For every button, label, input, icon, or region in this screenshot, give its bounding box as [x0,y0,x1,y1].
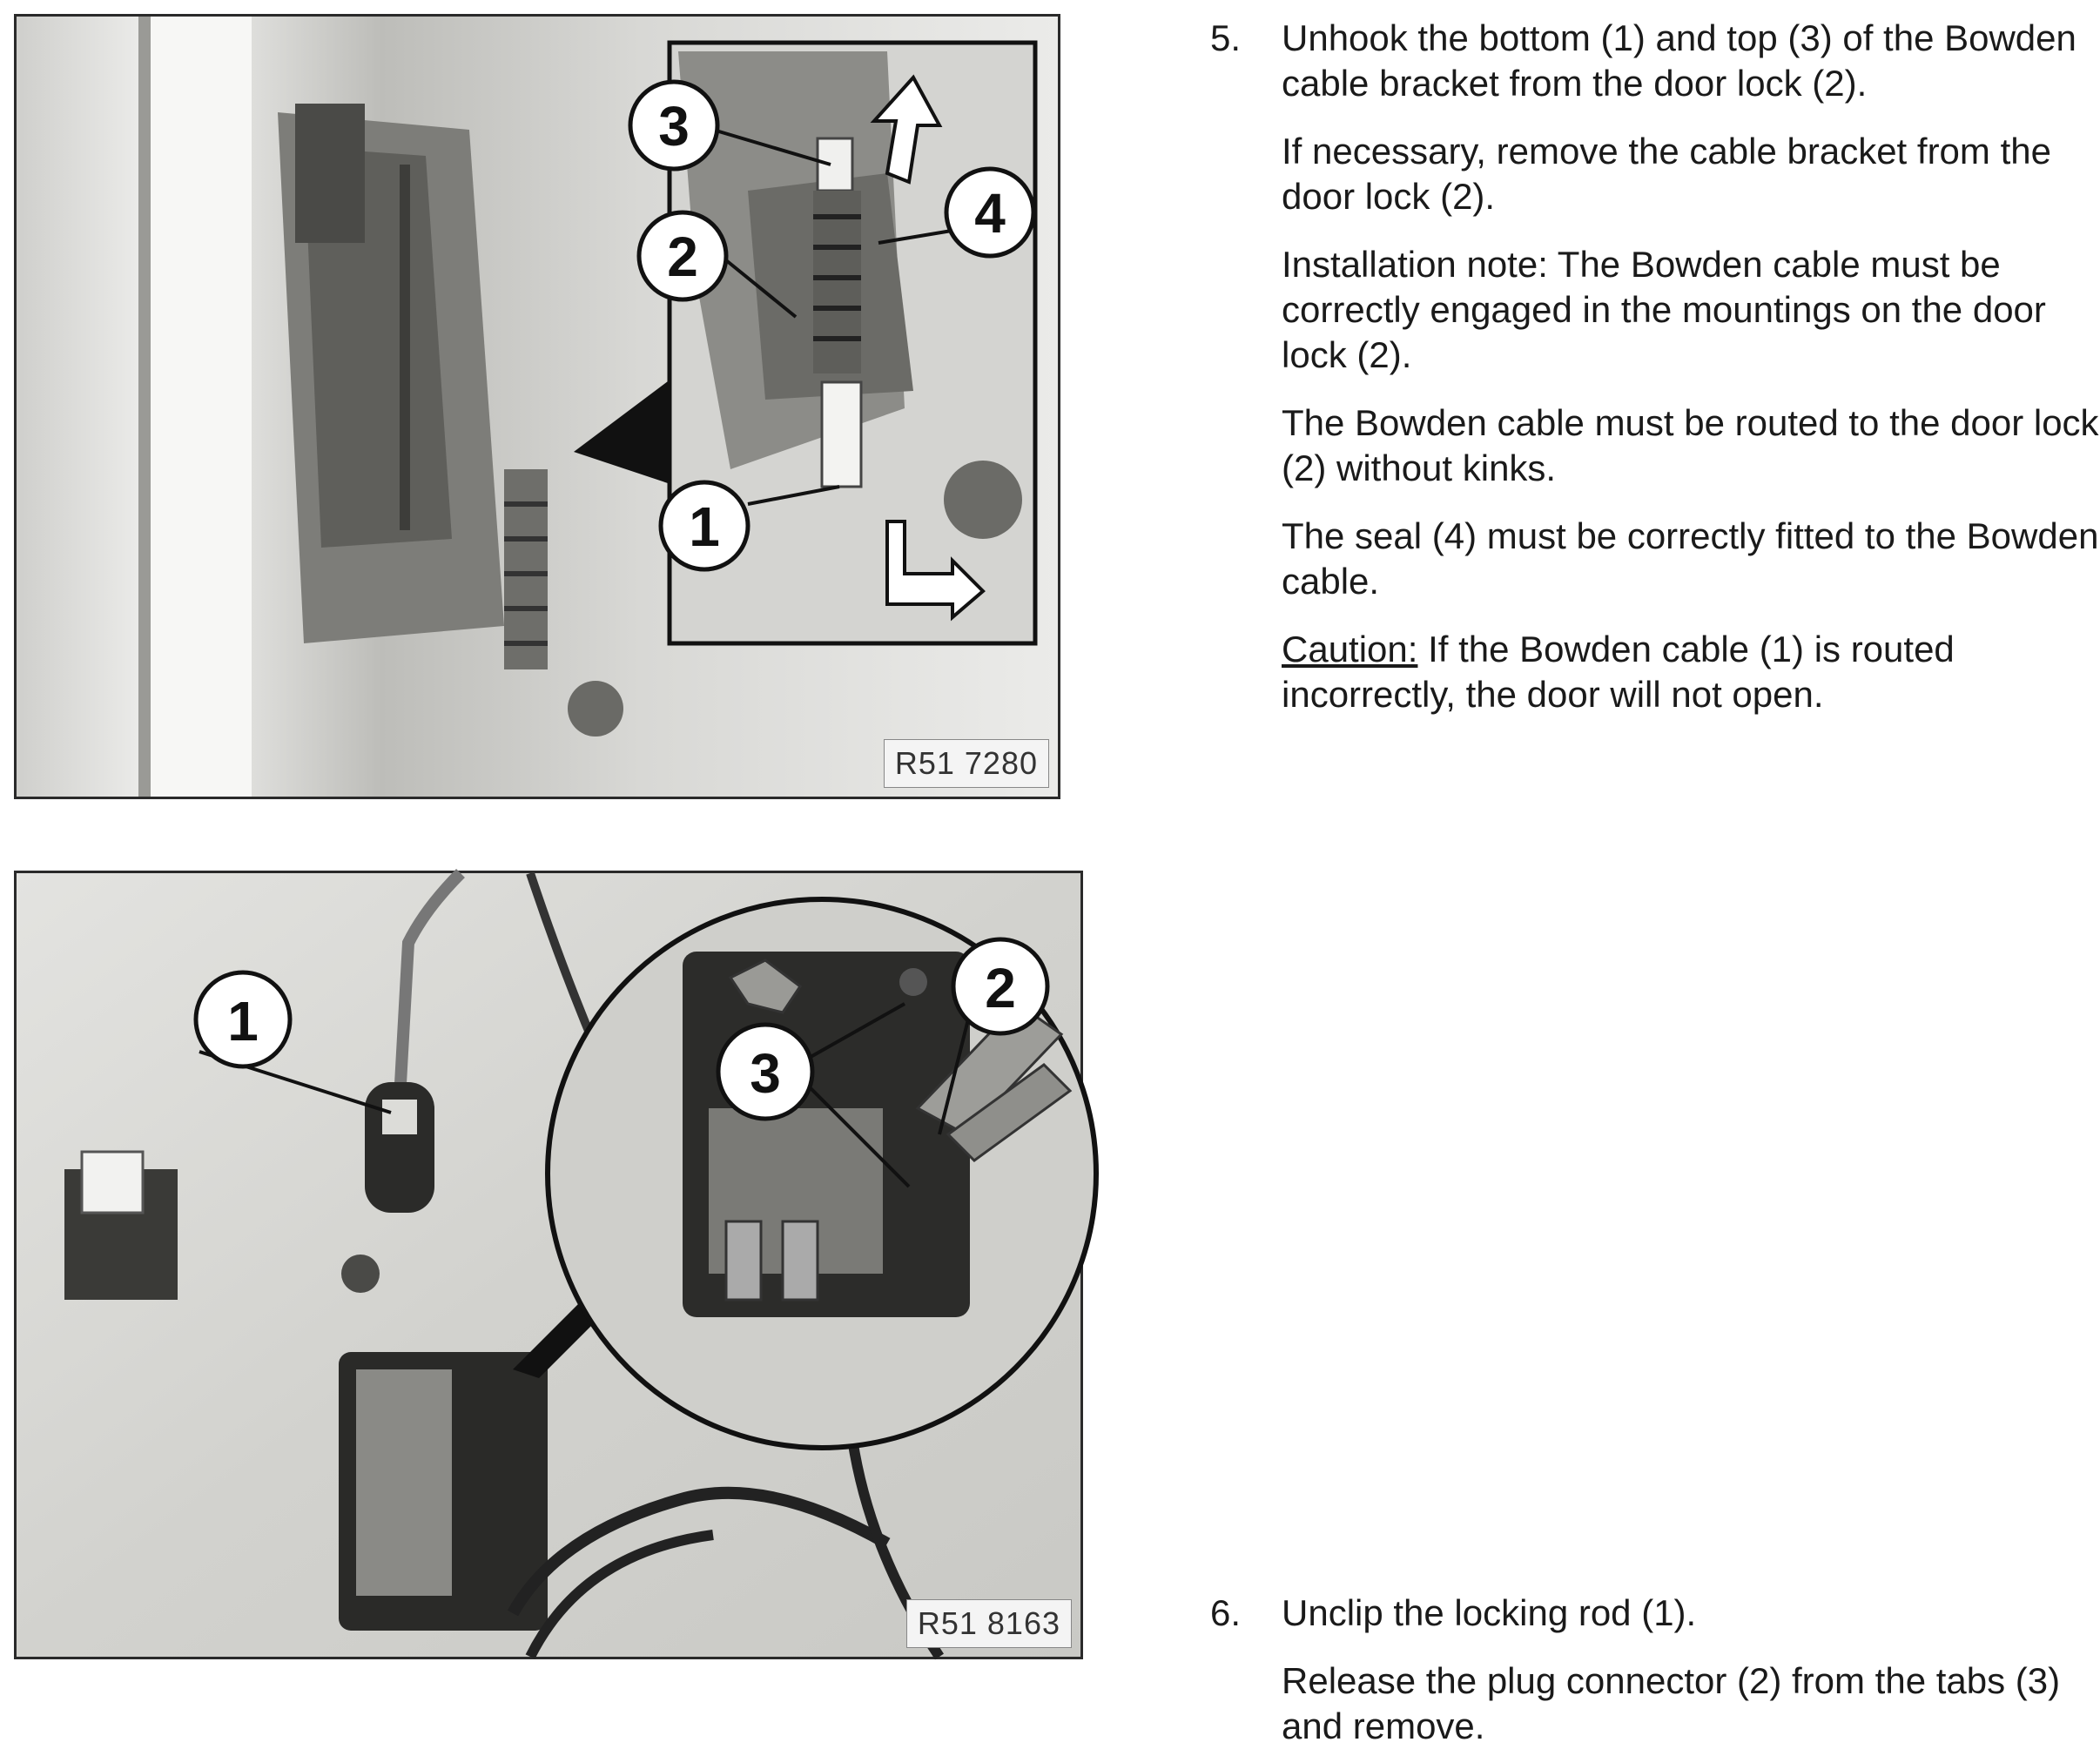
callout-2 [639,212,726,299]
step-paragraph: Release the plug connector (2) from the tabs (3) and remove. [1282,1660,2061,1746]
callout-3-label: 3 [750,1042,781,1105]
callout-4-label: 4 [974,182,1006,245]
callout-2-label: 2 [985,957,1016,1019]
callout-2-label: 2 [667,225,698,288]
callout-3 [630,82,717,169]
step-5 [1210,16,2100,717]
photo-locking-rod-plug-connector [17,873,1080,1657]
callout-1-label: 1 [689,495,720,558]
callout-4 [946,169,1033,256]
figure-locking-rod-plug-connector [14,871,1083,1659]
step-number: 6. [1210,1592,1242,1633]
step-paragraph: The Bowden cable must be routed to the door lock (2) without kinks. [1282,402,2099,488]
caution-label: Caution: [1282,629,1418,669]
caution-text: If the Bowden cable (1) is routed incorrectly, the door will not open. [1282,629,1955,715]
callout-2 [953,939,1047,1033]
installation-note: Installation note: The Bowden cable must be correctly engaged in the mountings on the door lock (2). [1282,244,2046,375]
spring-left [504,469,548,669]
photo-door-lock-bowden-cable [17,17,1058,797]
step-6 [1210,1591,2100,1749]
figure-code: R51 7280 [884,739,1049,788]
figure-code: R51 8163 [906,1599,1072,1648]
callout-1 [661,482,748,569]
callout-1-label: 1 [227,990,259,1053]
step-paragraph: Unhook the bottom (1) and top (3) of the Bowden cable bracket from the door lock (2). [1282,17,2076,104]
callout-3 [718,1025,812,1119]
step-paragraph: Unclip the locking rod (1). [1282,1592,1697,1633]
step-paragraph: If necessary, remove the cable bracket from the door lock (2). [1282,131,2051,217]
callout-3-label: 3 [658,95,690,158]
callout-1 [196,972,290,1066]
step-number: 5. [1210,17,1242,58]
step-paragraph: The seal (4) must be correctly fitted to the Bowden cable. [1282,515,2099,602]
caution-paragraph [1282,627,2100,717]
figure-door-lock-bowden-cable [14,14,1060,799]
